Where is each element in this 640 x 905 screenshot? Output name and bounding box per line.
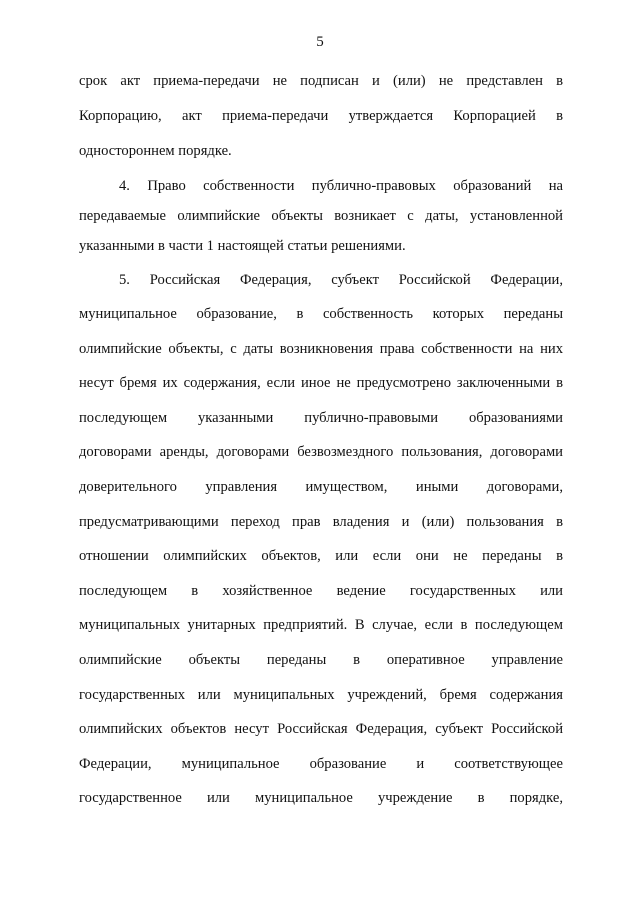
- text-line: 4. Право собственности публично-правовых образований на: [119, 178, 563, 194]
- text-line: последующем указанными публично-правовыми образованиями: [79, 410, 563, 426]
- text-line: муниципальных унитарных предприятий. В случае, если в последующем: [79, 617, 563, 633]
- text-line: доверительного управления имуществом, иными договорами,: [79, 479, 563, 495]
- text-line: указанными в части 1 настоящей статьи решениями.: [79, 238, 406, 254]
- text-line: муниципальное образование, в собственность которых переданы: [79, 306, 563, 322]
- text-line: предусматривающими переход прав владения и (или) пользования в: [79, 514, 563, 530]
- text-line: олимпийские объекты, с даты возникновения права собственности на них: [79, 341, 563, 357]
- text-line: государственное или муниципальное учреждение в порядке,: [79, 790, 563, 806]
- text-line: договорами аренды, договорами безвозмездного пользования, договорами: [79, 444, 563, 460]
- text-line: одностороннем порядке.: [79, 143, 232, 159]
- text-line: Корпорацию, акт приема-передачи утверждается Корпорацией в: [79, 108, 563, 124]
- page-number: 5: [316, 34, 324, 50]
- text-line: передаваемые олимпийские объекты возникает с даты, установленной: [79, 208, 563, 224]
- text-line: 5. Российская Федерация, субъект Российской Федерации,: [119, 272, 563, 288]
- text-line: последующем в хозяйственное ведение государственных или: [79, 583, 563, 599]
- text-line: срок акт приема-передачи не подписан и (или) не представлен в: [79, 73, 563, 89]
- text-line: олимпийских объектов несут Российская Федерация, субъект Российской: [79, 721, 563, 737]
- text-line: несут бремя их содержания, если иное не предусмотрено заключенными в: [79, 375, 563, 391]
- text-line: отношении олимпийских объектов, или если они не переданы в: [79, 548, 563, 564]
- text-line: государственных или муниципальных учреждений, бремя содержания: [79, 687, 563, 703]
- text-line: Федерации, муниципальное образование и соответствующее: [79, 756, 563, 772]
- text-line: олимпийские объекты переданы в оперативное управление: [79, 652, 563, 668]
